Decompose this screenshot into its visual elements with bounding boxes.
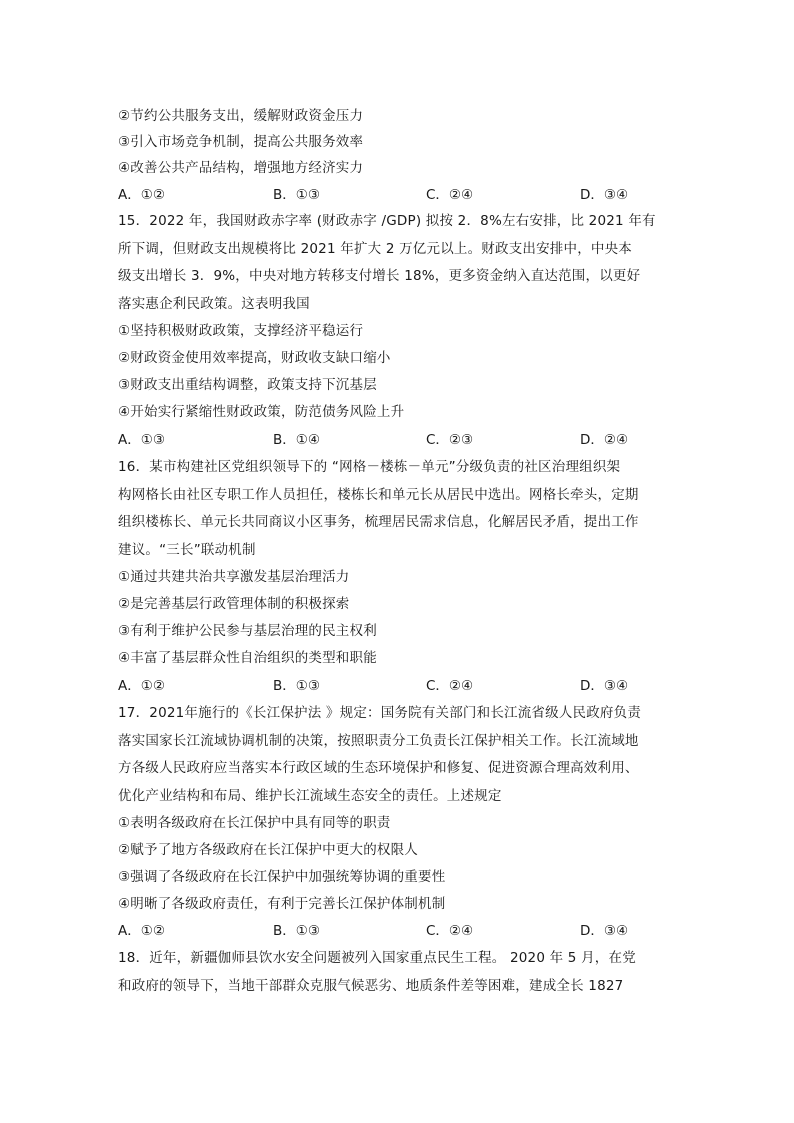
q14-option-d: D．③④ bbox=[580, 187, 629, 203]
q15-item-3: ③财政支出重结构调整，政策支持下沉基层 bbox=[118, 377, 377, 393]
q16-stem-line-3: 组织楼栋长、单元长共同商议小区事务，梳理居民需求信息，化解居民矛盾，提出工作 bbox=[118, 514, 639, 530]
q15-item-1: ①坚持积极财政政策，支撑经济平稳运行 bbox=[118, 323, 364, 339]
q16-stem-line-4: 建议。“三长”联动机制 bbox=[118, 542, 256, 558]
q15-stem-line-3: 级支出增长 3．9%，中央对地方转移支付增长 18%，更多资金纳入直达范围，以更好 bbox=[118, 268, 641, 284]
q17-item-3: ③强调了各级政府在长江保护中加强统筹协调的重要性 bbox=[118, 869, 446, 885]
q14-options bbox=[118, 186, 678, 204]
q17-stem-line-2: 落实国家长江流域协调机制的决策，按照职责分工负责长江保护相关工作。长江流域地 bbox=[118, 733, 639, 749]
q15-option-d: D．②④ bbox=[580, 432, 629, 448]
q15-stem-line-1: 15．2022 年，我国财政赤字率 (财政赤字 /GDP) 拟按 2．8%左右安排，比 2021 年有 bbox=[118, 213, 656, 229]
q18-stem-line-1: 18．近年，新疆伽师县饮水安全问题被列入国家重点民生工程。 2020 年 5 月，在党 bbox=[118, 950, 636, 966]
q16-item-3: ③有利于维护公民参与基层治理的民主权利 bbox=[118, 623, 377, 639]
q14-item-3: ③引入市场竞争机制，提高公共服务效率 bbox=[118, 134, 364, 150]
q14-item-2: ②节约公共服务支出，缓解财政资金压力 bbox=[118, 108, 364, 124]
q17-item-1: ①表明各级政府在长江保护中具有同等的职责 bbox=[118, 815, 391, 831]
q16-option-d: D．③④ bbox=[580, 678, 629, 694]
q17-option-a: A．①② bbox=[118, 923, 165, 939]
q18-stem-line-2: 和政府的领导下，当地干部群众克服气候恶劣、地质条件差等困难，建成全长 1827 bbox=[118, 978, 624, 994]
q16-options bbox=[118, 677, 678, 695]
q17-option-b: B．①③ bbox=[273, 923, 320, 939]
q17-stem-line-3: 方各级人民政府应当落实本行政区域的生态环境保护和修复、促进资源合理高效利用、 bbox=[118, 760, 639, 776]
q17-item-2: ②赋予了地方各级政府在长江保护中更大的权限人 bbox=[118, 842, 419, 858]
q16-item-1: ①通过共建共治共享激发基层治理活力 bbox=[118, 569, 350, 585]
q17-option-c: C．②④ bbox=[426, 923, 474, 939]
q17-options bbox=[118, 922, 678, 940]
q15-stem-line-4: 落实惠企利民政策。这表明我国 bbox=[118, 296, 310, 312]
q15-option-b: B．①④ bbox=[273, 432, 320, 448]
q17-option-d: D．③④ bbox=[580, 923, 629, 939]
q14-option-c: C．②④ bbox=[426, 187, 474, 203]
q14-option-a: A．①② bbox=[118, 187, 165, 203]
q16-stem-line-1: 16．某市构建社区党组织领导下的 “网格－楼栋－单元”分级负责的社区治理组织架 bbox=[118, 459, 621, 475]
q14-item-4: ④改善公共产品结构，增强地方经济实力 bbox=[118, 160, 364, 176]
q16-item-4: ④丰富了基层群众性自治组织的类型和职能 bbox=[118, 650, 377, 666]
q15-option-c: C．②③ bbox=[426, 432, 474, 448]
q15-item-4: ④开始实行紧缩性财政政策，防范债务风险上升 bbox=[118, 404, 405, 420]
q16-option-c: C．②④ bbox=[426, 678, 474, 694]
q15-item-2: ②财政资金使用效率提高，财政收支缺口缩小 bbox=[118, 350, 391, 366]
q16-stem-line-2: 构网格长由社区专职工作人员担任，楼栋长和单元长从居民中选出。网格长牵头，定期 bbox=[118, 487, 639, 503]
q17-item-4: ④明晰了各级政府责任，有利于完善长江保护体制机制 bbox=[118, 896, 446, 912]
q17-stem-line-4: 优化产业结构和布局、维护长江流域生态安全的责任。上述规定 bbox=[118, 788, 502, 804]
q15-options bbox=[118, 431, 678, 449]
q15-stem-line-2: 所下调，但财政支出规模将比 2021 年扩大 2 万亿元以上。财政支出安排中，中央本 bbox=[118, 241, 633, 257]
q14-option-b: B．①③ bbox=[273, 187, 320, 203]
q15-option-a: A．①③ bbox=[118, 432, 165, 448]
q17-stem-line-1: 17．2021年施行的《长江保护法 》规定：国务院有关部门和长江流省级人民政府负责 bbox=[118, 705, 642, 721]
q16-option-b: B．①③ bbox=[273, 678, 320, 694]
q16-option-a: A．①② bbox=[118, 678, 165, 694]
q16-item-2: ②是完善基层行政管理体制的积极探索 bbox=[118, 596, 350, 612]
